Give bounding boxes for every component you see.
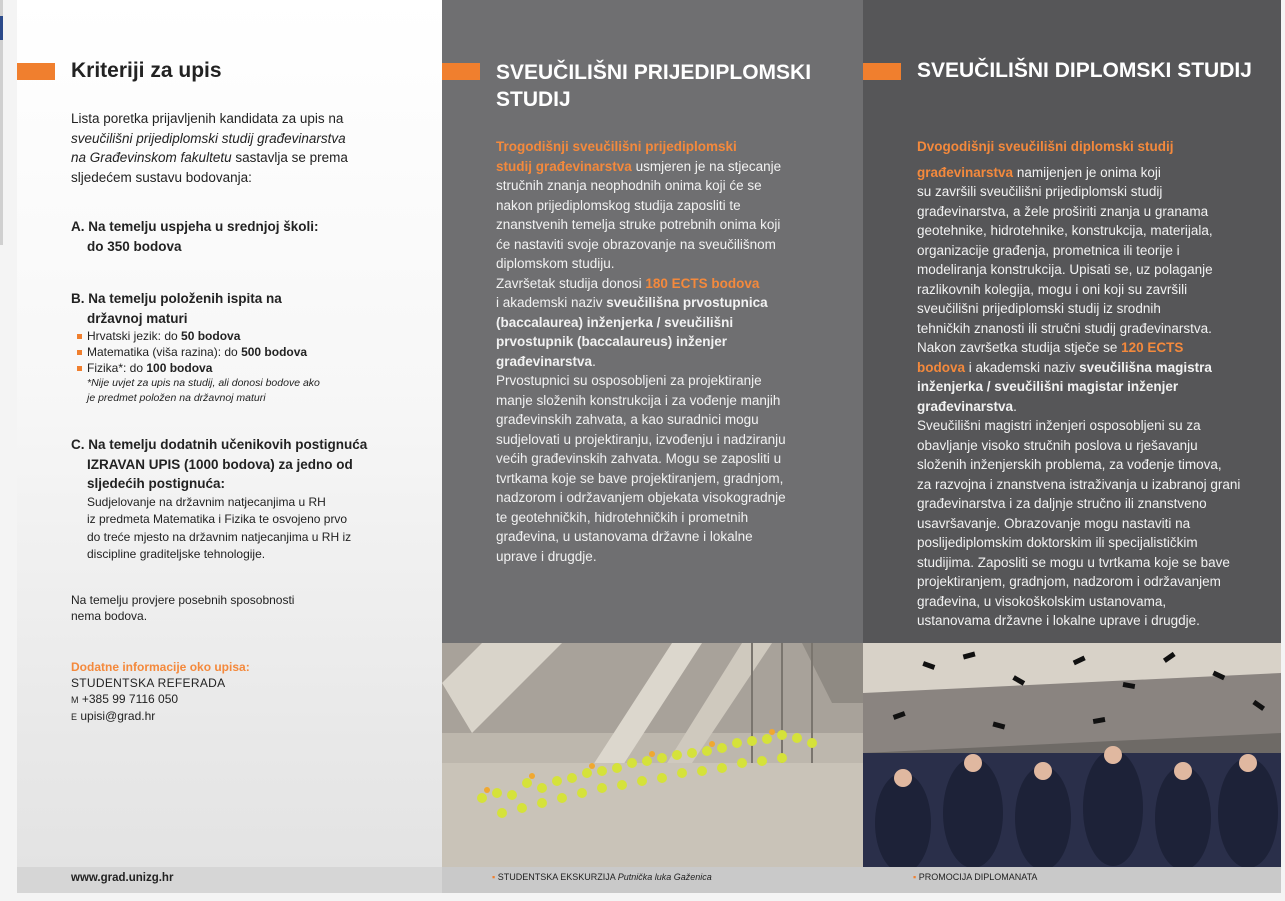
excursion-caption: ▪ STUDENTSKA EKSKURZIJA Putnička luka Gaženica (492, 872, 712, 882)
special-abilities-note: Na temelju provjere posebnih sposobnosti nema bodova. (71, 593, 295, 623)
criterion-c-text: Sudjelovanje na državnim natjecanjima u RH iz predmeta Matematika i Fizika te osvojeno prvo do treće mjesto na državnim natjecanjima u RH iz discipline graditeljske tehnologije. (87, 494, 352, 561)
accent-bar (17, 63, 55, 80)
intro-text: Lista poretka prijavljenih kandidata za upis na sveučilišni prijediplomski studij građevinarstva na Građevinskom fakultetu sastavlja se prema sljedećem sustavu bodovanja: (71, 111, 348, 185)
graduation-caption: ▪ PROMOCIJA DIPLOMANATA (913, 872, 1038, 882)
criterion-a: A. Na temelju uspjeha u srednjoj školi: do 350 bodova (71, 219, 319, 254)
admission-criteria-column (17, 0, 442, 867)
accent-bar (442, 63, 480, 80)
email-link[interactable]: upisi@grad.hr (80, 709, 156, 723)
graduation-photo (863, 643, 1281, 867)
graduate-text: Dvogodišnji sveučilišni diplomski studij građevinarstva namijenjen je onima koji su završili sveučilišni prijediplomski studij građevinarstva, a žele proširiti znanja u granama geotehnike, hidrotehnike, konstrukcija, materijala, organizacije građenja, prometnica ili teorije i modeliranja konstrukcija. Upisati se, uz polaganje razlikovnih kolegija, mogu i oni koji su završili sveučilišni prijediplomski studij iz srodnih tehničkih znanosti ili stručni studij građevinarstva. Nakon završetka studija stječe se 120 ECTS bodova i akademski naziv sveučilišna magistra inženjerka / sveučilišni magistar inženjer građevinarstva. Sveučilišni magistri inženjeri osposobljeni su za obavljanje visoko stručnih poslova u rješavanju složenih inženjerskih problema, za vođenje timova, za razvojna i znanstvena istraživanja u izabranoj grani građevinarstva i za daljnje stručno ili znanstveno usavršavanje. Obrazovanje mogu nastaviti na poslijediplomskim doktorskim ili specijalističkim studijima. Zaposliti se mogu u tvrtkama koje se bave projektiranjem, gradnjom, nadzorom i održavanjem građevina, u visokoškolskim ustanovama, ustanovama državne i lokalne uprave i drugdje. (917, 139, 1241, 628)
section-title: SVEUČILIŠNI DIPLOMSKI STUDIJ (917, 59, 1252, 82)
section-title: Kriteriji za upis (71, 59, 222, 82)
section-title: SVEUČILIŠNI PRIJEDIPLOMSKI STUDIJ (496, 61, 812, 111)
undergraduate-text: Trogodišnji sveučilišni prijediplomski studij građevinarstva usmjeren je na stjecanje stručnih znanja neophodnih onima koji će se nakon prijediplomskog studija zaposliti te znanstvenih temelja struke potrebnih onima koji će nastaviti svoje obrazovanje na sveučilišnom diplomskom studiju. Završetak studija donosi 180 ECTS bodova i akademski naziv sveučilišna prvostupnica (baccalaurea) inženjerka / sveučilišni prvostupnik (baccalaureus) inženjer građevinarstva. Prvostupnici su osposobljeni za projektiranje manje složenih konstrukcija i za vođenje manjih građevinskih zahvata, a kao suradnici mogu sudjelovati u projektiranju, izvođenju i nadziranju većih građevinskih zahvata. Mogu se zaposliti u tvrtkama koje se bave projektiranjem, gradnjom, nadzorom i održavanjem objekata visokogradnje te geotehničkih, hidrotehničkih i prometnih građevina, u ustanovama državne i lokalne uprave i drugdje. (496, 139, 786, 564)
accent-bar (863, 63, 901, 80)
page-edge-marker (0, 16, 3, 40)
contact-info: Dodatne informacije oko upisa: STUDENTSKA REFERADA M +385 99 7116 050 E upisi@grad.hr (71, 660, 250, 723)
list-item: Hrvatski jezik: do 50 bodova (71, 328, 431, 344)
criterion-c: C. Na temelju dodatnih učenikovih postignuća IZRAVAN UPIS (1000 bodova) za jedno od sljedećih postignuća: Sudjelovanje na državnim natjecanjima u RH iz predmeta Matematika i Fizika te osvojeno prvo do treće mjesto na državnim natjecanjima u RH iz discipline graditeljske tehnologije. (71, 435, 436, 564)
excursion-photo (442, 643, 863, 867)
criterion-b: B. Na temelju položenih ispita na državnoj maturi Hrvatski jezik: do 50 bodova Matematika (viša razina): do 500 bodova Fizika*: do 100 bodova *Nije uvjet za upis na studij, ali donosi bodove ako je predmet položen na državnoj maturi (71, 289, 431, 406)
website-link[interactable]: www.grad.unizg.hr (71, 872, 174, 884)
list-item: Fizika*: do 100 bodova (71, 360, 431, 376)
list-item: Matematika (viša razina): do 500 bodova (71, 344, 431, 360)
phone-number[interactable]: +385 99 7116 050 (81, 692, 179, 706)
